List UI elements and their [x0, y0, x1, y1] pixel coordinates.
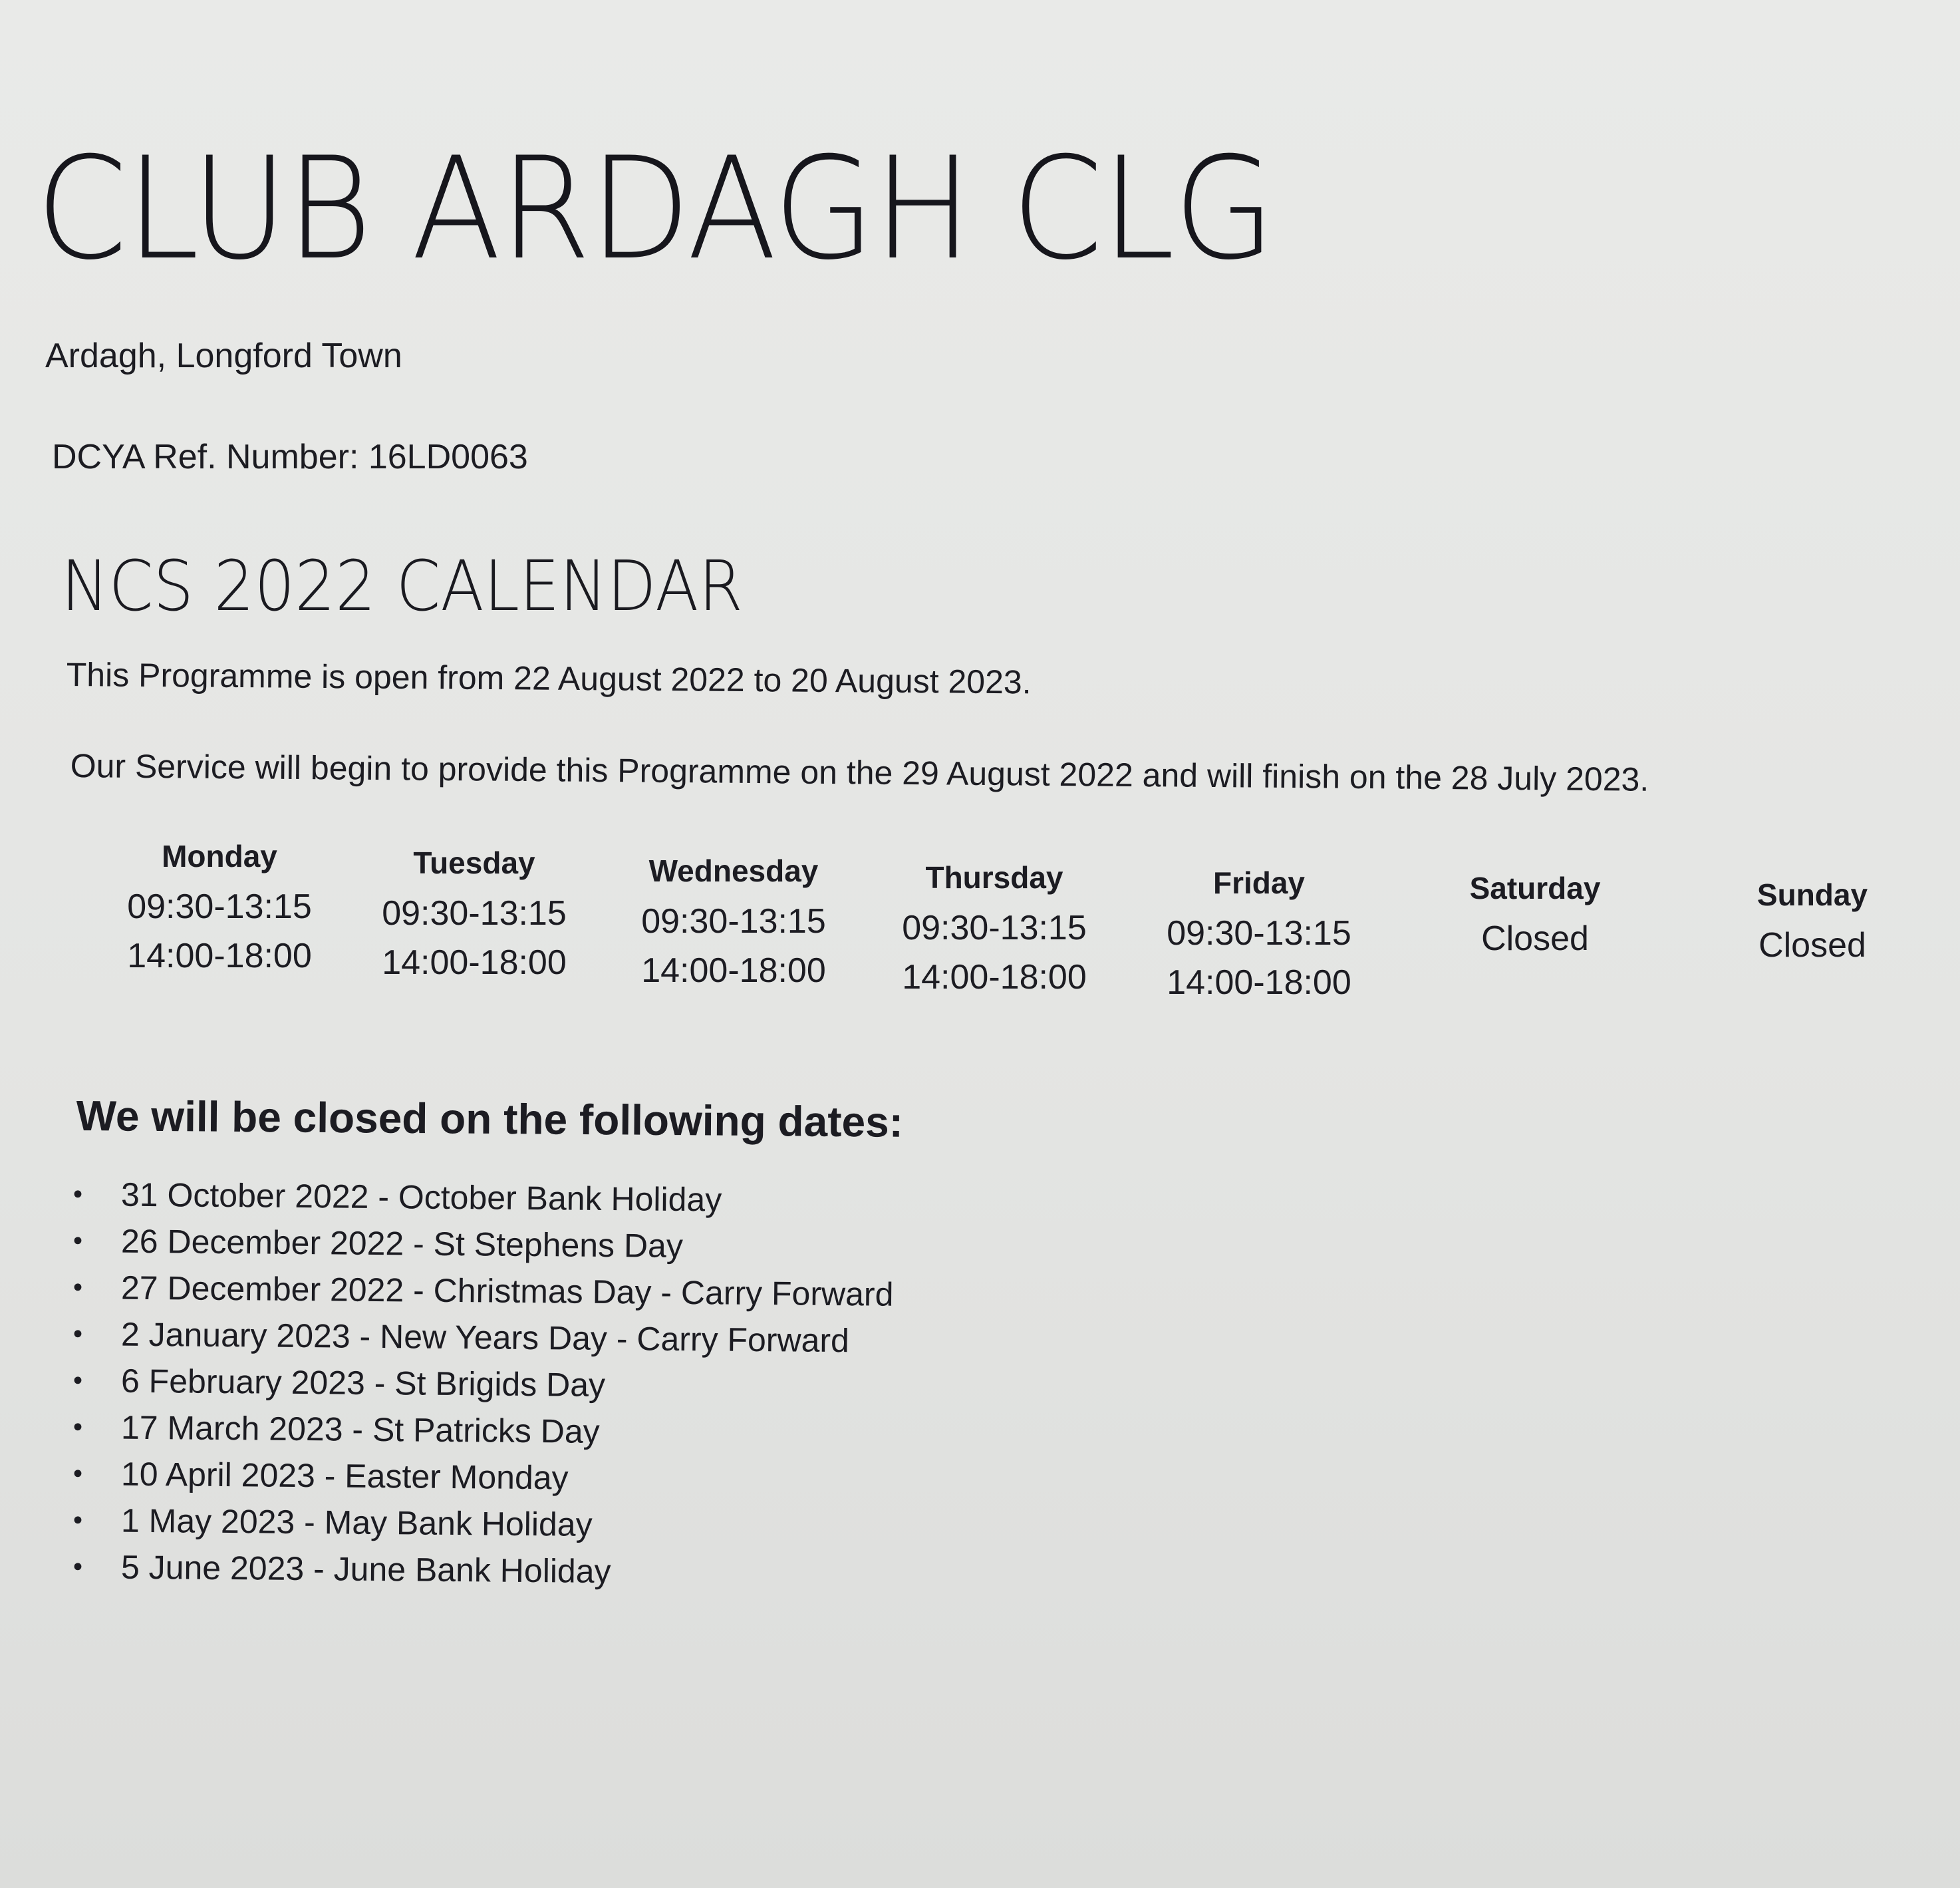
- day-time-slot: 14:00-18:00: [902, 958, 1087, 997]
- dcya-ref-number: DCYA Ref. Number: 16LD0063: [52, 438, 528, 476]
- closure-date-text: 26 December 2022 - St Stephens Day: [120, 1222, 684, 1265]
- list-item: [72, 1450, 569, 1497]
- closure-date-text: 10 April 2023 - Easter Monday: [120, 1455, 569, 1497]
- bullet-icon: •: [72, 1226, 83, 1256]
- day-time-slot: 09:30-13:15: [127, 887, 312, 926]
- bullet-icon: •: [72, 1273, 83, 1303]
- day-name: Tuesday: [413, 846, 535, 880]
- bullet-icon: •: [72, 1412, 83, 1442]
- day-time-slot: 09:30-13:15: [902, 909, 1087, 947]
- opening-hours-table: [100, 838, 1895, 1011]
- day-time-slot: 14:00-18:00: [127, 937, 312, 975]
- day-column-thursday: [885, 860, 1104, 1002]
- day-time-slot: 14:00-18:00: [382, 943, 567, 982]
- day-time-slot: Closed: [1481, 919, 1589, 958]
- day-column-monday: [110, 838, 329, 981]
- day-name: Saturday: [1469, 871, 1601, 905]
- closure-date-text: 5 June 2023 - June Bank Holiday: [120, 1548, 611, 1591]
- list-item: [72, 1171, 722, 1219]
- day-time-slot: 14:00-18:00: [1167, 963, 1351, 1002]
- list-item: [72, 1217, 684, 1265]
- day-column-friday: [1149, 865, 1369, 1007]
- list-item: [72, 1543, 611, 1591]
- club-address: Ardagh, Longford Town: [45, 337, 402, 375]
- closure-date-text: 27 December 2022 - Christmas Day - Carry Forward: [120, 1269, 894, 1313]
- day-column-wednesday: [624, 853, 843, 995]
- day-time-slot: 09:30-13:15: [641, 902, 826, 941]
- list-item: [72, 1264, 894, 1313]
- day-name: Sunday: [1756, 877, 1868, 912]
- day-name: Thursday: [925, 860, 1063, 895]
- club-title: CLUB ARDAGH CLG: [36, 126, 1274, 291]
- day-name: Friday: [1212, 865, 1306, 900]
- day-column-saturday: [1425, 870, 1645, 963]
- bullet-icon: •: [72, 1459, 83, 1489]
- day-time-slot: Closed: [1758, 926, 1866, 965]
- list-item: [72, 1357, 606, 1404]
- programme-open-text: This Programme is open from 22 August 2022 to 20 August 2023.: [66, 655, 1032, 701]
- day-column-tuesday: [364, 845, 584, 987]
- closure-date-text: 1 May 2023 - May Bank Holiday: [120, 1501, 593, 1543]
- bullet-icon: •: [72, 1505, 83, 1535]
- list-item: [72, 1404, 600, 1450]
- closure-date-text: 2 January 2023 - New Years Day - Carry Forward: [120, 1315, 850, 1360]
- bullet-icon: •: [72, 1552, 83, 1582]
- day-time-slot: 14:00-18:00: [641, 951, 826, 990]
- closed-dates-heading: We will be closed on the following dates:: [76, 1092, 904, 1146]
- day-column-sunday: [1703, 877, 1922, 970]
- closure-date-text: 17 March 2023 - St Patricks Day: [120, 1408, 600, 1450]
- closure-date-text: 31 October 2022 - October Bank Holiday: [120, 1176, 722, 1219]
- bullet-icon: •: [72, 1180, 83, 1209]
- list-item: [72, 1311, 850, 1360]
- closure-date-text: 6 February 2023 - St Brigids Day: [120, 1362, 606, 1404]
- list-item: [72, 1497, 593, 1543]
- calendar-title: NCS 2022 CALENDAR: [61, 546, 743, 627]
- day-name: Wednesday: [648, 854, 819, 888]
- bullet-icon: •: [72, 1319, 83, 1349]
- day-time-slot: 09:30-13:15: [1167, 914, 1351, 953]
- day-name: Monday: [162, 839, 277, 873]
- bullet-icon: •: [72, 1366, 83, 1396]
- service-dates-text: Our Service will begin to provide this Programme on the 29 August 2022 and will finish on the 28 July 2023.: [70, 747, 1649, 798]
- day-time-slot: 09:30-13:15: [382, 894, 567, 933]
